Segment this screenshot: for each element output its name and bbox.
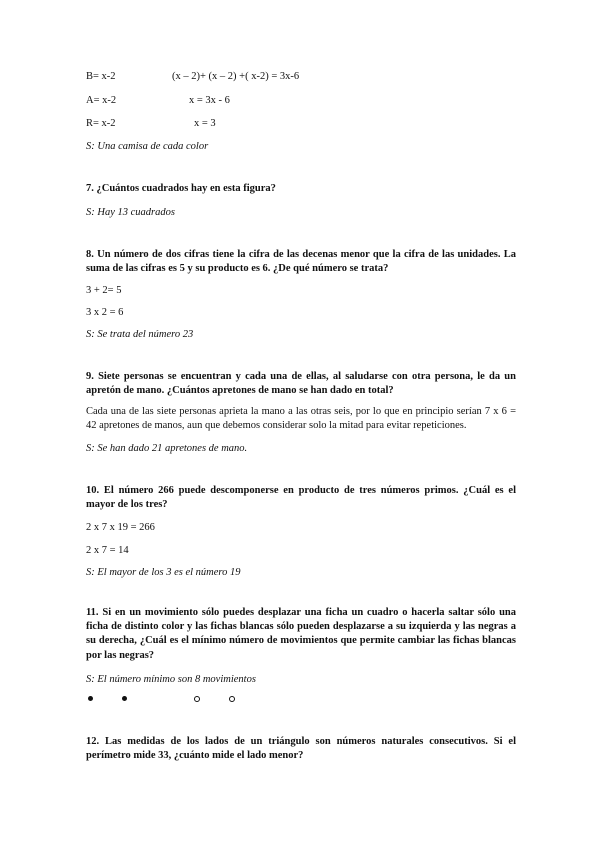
equation-right-b: (x – 2)+ (x – 2) +( x-2) = 3x-6 [172,71,300,82]
solution-8: S: Se trata del número 23 [86,329,194,340]
equation-right-a: x = 3x - 6 [189,95,230,106]
equation-left: R= x-2 [86,118,116,129]
black-token-icon [122,696,127,701]
white-token-icon [229,696,235,702]
q10-line-2: 2 x 7 = 14 [86,545,129,556]
question-7: 7. ¿Cuántos cuadrados hay en esta figura? [86,183,276,194]
question-11: 11. Si en un movimiento sólo puedes desplazar una ficha un cuadro o hacerla saltar sólo una ficha de distinto color y las fichas blancas sólo pueden desplazarse a su izquierda y las negras a su derecha, ¿Cuál es el mínimo número de movimientos que permite cambiar las fichas blancas por las negras? [86,607,516,661]
equation-left: B= x-2 [86,71,116,82]
equation-row-a [86,94,116,108]
question-9: 9. Siete personas se encuentran y cada una de ellas, al saludarse con otra persona, le da un apretón de mano. ¿Cuántos apretones de mano se han dado en total? [86,371,516,397]
solution-7: S: Hay 13 cuadrados [86,207,175,218]
question-10: 10. El número 266 puede descomponerse en producto de tres números primos. ¿Cuál es el mayor de los tres? [86,485,516,511]
equation-row-r [86,117,116,131]
black-token-icon [88,696,93,701]
question-12: 12. Las medidas de los lados de un triángulo son números naturales consecutivos. Si el perímetro mide 33, ¿cuánto mide el lado menor? [86,736,516,762]
equation-row-b [86,70,116,84]
solution-11: S: El número mínimo son 8 movimientos [86,674,256,685]
q10-line-1: 2 x 7 x 19 = 266 [86,522,155,533]
q8-line-1: 3 + 2= 5 [86,285,122,296]
equation-left: A= x-2 [86,95,117,106]
equation-right-r: x = 3 [194,118,216,129]
intro-solution: S: Una camisa de cada color [86,141,209,152]
solution-10: S: El mayor de los 3 es el número 19 [86,567,241,578]
q8-line-2: 3 x 2 = 6 [86,307,124,318]
white-token-icon [194,696,200,702]
solution-9: S: Se han dado 21 apretones de mano. [86,443,248,454]
q9-explanation: Cada una de las siete personas aprieta la mano a las otras seis, por lo que en principio serían 7 x 6 = 42 apretones de manos, aun que debemos considerar solo la mitad para evitar repeticiones. [86,406,516,432]
question-8: 8. Un número de dos cifras tiene la cifra de las decenas menor que la cifra de las unidades. La suma de las cifras es 5 y su producto es 6. ¿De qué número se trata? [86,249,516,275]
